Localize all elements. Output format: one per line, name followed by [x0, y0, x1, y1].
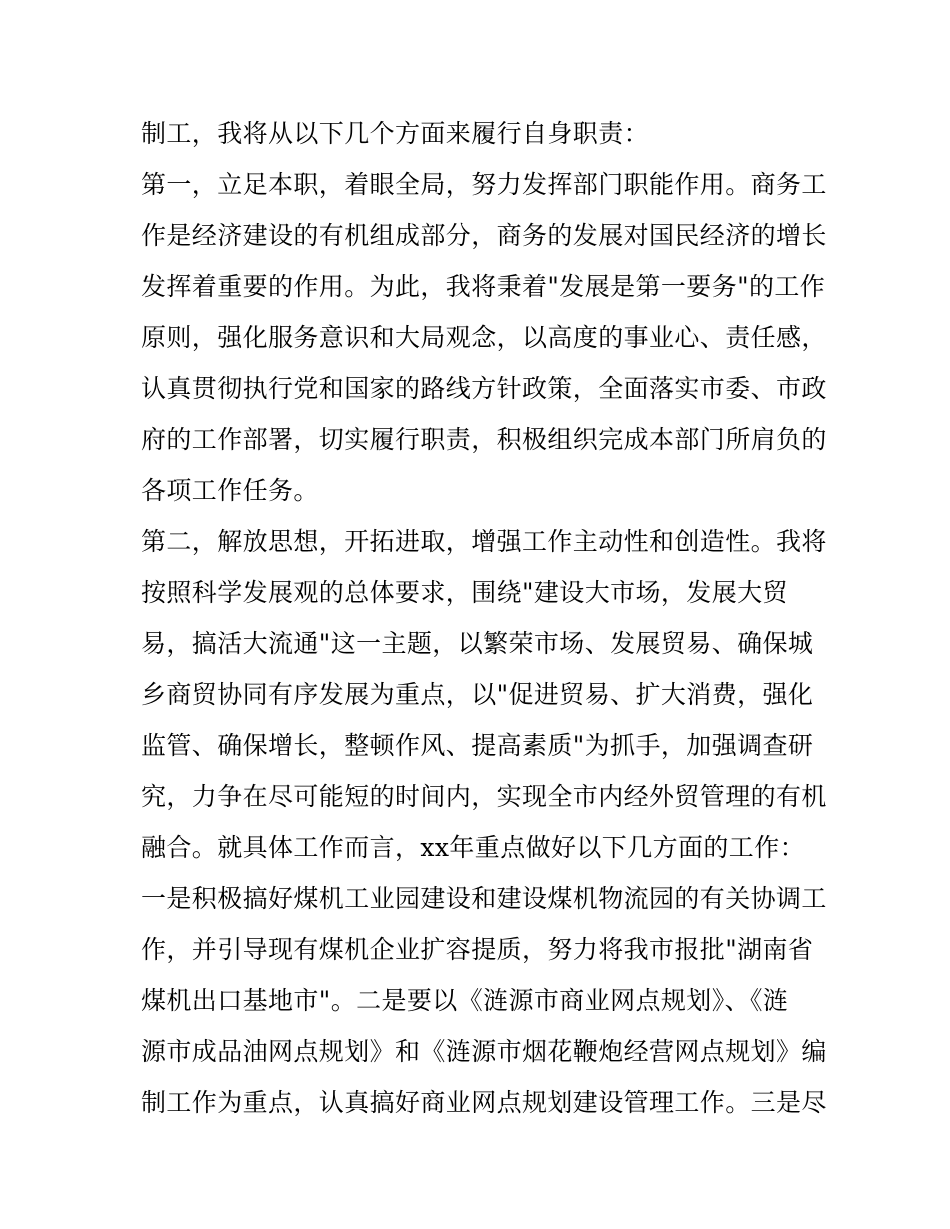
text-line: 发挥着重要的作用。为此，我将秉着"发展是第一要务"的工作: [141, 272, 826, 301]
text-line: 各项工作任务。: [141, 476, 319, 505]
text-line: 融合。就具体工作而言，xx年重点做好以下几方面的工作：: [141, 833, 806, 862]
text-line: 认真贯彻执行党和国家的路线方针政策，全面落实市委、市政: [141, 374, 827, 403]
text-line: 源市成品油网点规划》和《涟源市烟花鞭炮经营网点规划》编: [141, 1037, 827, 1066]
text-line: 一是积极搞好煤机工业园建设和建设煤机物流园的有关协调工: [141, 884, 827, 913]
text-line: 制工作为重点，认真搞好商业网点规划建设管理工作。三是尽: [141, 1088, 827, 1117]
text-line: 乡商贸协同有序发展为重点，以"促进贸易、扩大消费，强化: [141, 680, 814, 709]
text-line: 作是经济建设的有机组成部分，商务的发展对国民经济的增长: [141, 221, 827, 250]
text-line: 作，并引导现有煤机企业扩容提质，努力将我市报批"湖南省: [141, 935, 814, 964]
text-line: 第一，立足本职，着眼全局，努力发挥部门职能作用。商务工: [141, 170, 827, 199]
text-line: 制工，我将从以下几个方面来履行自身职责：: [141, 119, 650, 148]
text-line: 煤机出口基地市"。二是要以《涟源市商业网点规划》、《涟: [141, 986, 789, 1015]
text-line: 究，力争在尽可能短的时间内，实现全市内经外贸管理的有机: [141, 782, 827, 811]
text-line: 按照科学发展观的总体要求，围绕"建设大市场，发展大贸: [141, 578, 788, 607]
body-text: [141, 108, 827, 1128]
text-line: 易，搞活大流通"这一主题，以繁荣市场、发展贸易、确保城: [141, 629, 814, 658]
text-line: 监管、确保增长，整顿作风、提高素质"为抓手，加强调查研: [141, 731, 814, 760]
text-line: 原则，强化服务意识和大局观念，以高度的事业心、责任感，: [141, 323, 827, 352]
text-line: 第二，解放思想，开拓进取，增强工作主动性和创造性。我将: [141, 527, 827, 556]
text-line: 府的工作部署，切实履行职责，积极组织完成本部门所肩负的: [141, 425, 827, 454]
